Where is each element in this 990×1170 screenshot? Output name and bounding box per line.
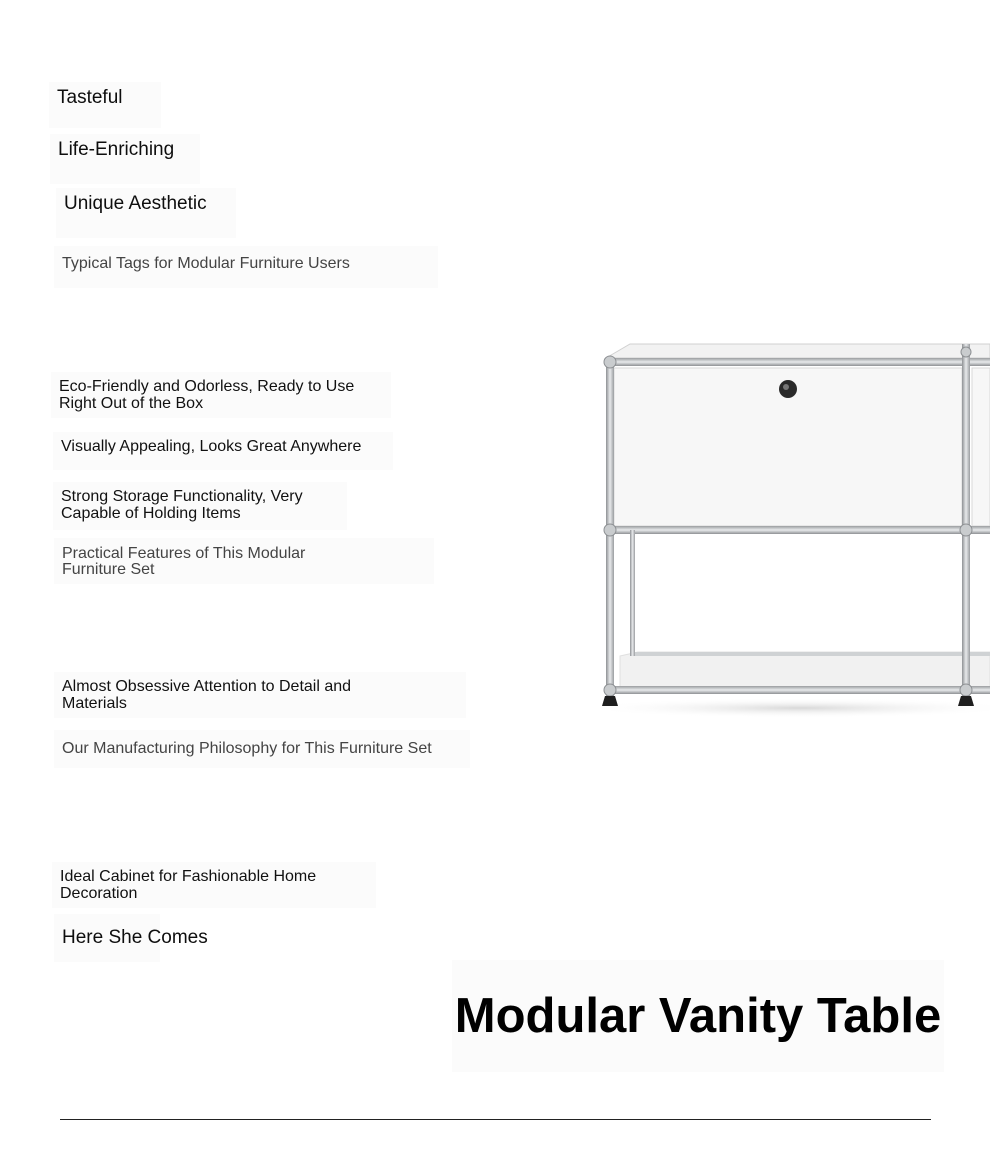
intro-ideal-cabinet-text: Ideal Cabinet for Fashionable Home Decoration [60,868,317,902]
caption-practical-features-text: Practical Features of This Modular Furniture Set [62,545,306,578]
product-title [452,960,944,1072]
tag-life-enriching-label: Life-Enriching [58,139,175,160]
feature-eco-friendly-text: Eco-Friendly and Odorless, Ready to Use Right Out of the Box [59,378,355,412]
caption-manufacturing-philosophy [54,730,470,768]
top-rail [606,358,990,366]
floor-shadow [580,698,990,718]
tag-unique-aesthetic [56,188,236,238]
caption-typical-tags-text: Typical Tags for Modular Furniture Users [62,255,350,272]
intro-here-she-comes [54,914,208,962]
top-panel [606,344,990,358]
caption-manufacturing-philosophy-text: Our Manufacturing Philosophy for This Furniture Set [62,740,432,757]
drawer-front-right [972,368,990,526]
foot-left [602,696,618,706]
feature-strong-storage [53,482,347,530]
post-front-center [962,344,970,696]
feature-eco-friendly [51,372,391,418]
feature-visually-appealing [53,432,393,470]
bottom-rail [608,686,990,694]
philosophy-attention-detail-text: Almost Obsessive Attention to Detail and Materials [62,678,352,712]
tag-tasteful-label: Tasteful [57,87,123,108]
intro-here-she-comes-text: Here She Comes [62,927,208,948]
bottom-shelf [620,652,990,688]
divider-line [60,1119,931,1120]
caption-typical-tags [54,246,438,288]
feature-visually-appealing-text: Visually Appealing, Looks Great Anywhere [61,438,362,455]
middle-rail [608,526,990,534]
post-back-left [630,530,635,656]
philosophy-attention-detail [54,672,466,718]
caption-practical-features [54,538,434,584]
intro-ideal-cabinet [52,862,376,908]
modular-cabinet-illustration [580,330,990,730]
tag-life-enriching [50,134,200,184]
product-title-text: Modular Vanity Table [454,989,942,1043]
foot-center [958,696,974,706]
feature-strong-storage-text: Strong Storage Functionality, Very Capable of Holding Items [61,488,303,522]
tag-tasteful [49,82,161,128]
tag-unique-aesthetic-label: Unique Aesthetic [64,193,207,214]
